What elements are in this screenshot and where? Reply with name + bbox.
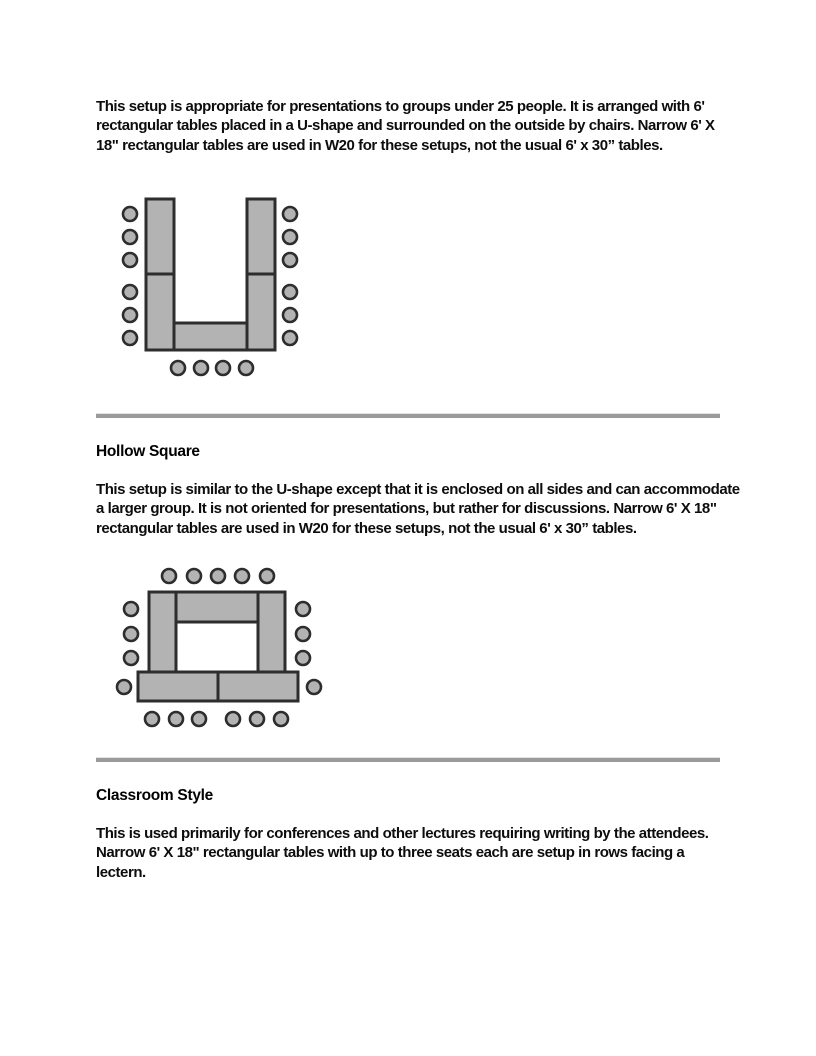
chair bbox=[283, 285, 297, 299]
chair bbox=[162, 569, 176, 583]
section-divider bbox=[96, 413, 720, 418]
chair bbox=[123, 230, 137, 244]
paragraph-line: rectangular tables placed in a U-shape and surrounded on the outside by chairs. Narrow 6' X bbox=[96, 117, 715, 135]
chair bbox=[226, 712, 240, 726]
chair bbox=[296, 602, 310, 616]
paragraph-line: a larger group. It is not oriented for presentations, but rather for discussions. Narrow 6' X 18" bbox=[96, 500, 717, 518]
chair bbox=[296, 627, 310, 641]
chair bbox=[296, 651, 310, 665]
chair bbox=[250, 712, 264, 726]
hollow-square-diagram bbox=[108, 558, 330, 736]
chair bbox=[216, 361, 230, 375]
table bbox=[174, 323, 247, 350]
u-shape-diagram bbox=[100, 185, 310, 385]
paragraph-line: Narrow 6' X 18" rectangular tables with up to three seats each are setup in rows facing a bbox=[96, 844, 685, 862]
u-shape-paragraph bbox=[96, 97, 715, 155]
chair bbox=[145, 712, 159, 726]
chair bbox=[117, 680, 131, 694]
chair bbox=[192, 712, 206, 726]
chair bbox=[123, 285, 137, 299]
table bbox=[247, 274, 275, 350]
chair bbox=[124, 602, 138, 616]
chair bbox=[194, 361, 208, 375]
chair bbox=[123, 207, 137, 221]
table bbox=[146, 199, 174, 274]
hollow-square-diagram bbox=[108, 558, 330, 736]
table bbox=[247, 199, 275, 274]
chair bbox=[169, 712, 183, 726]
paragraph-line: lectern. bbox=[96, 863, 146, 881]
classroom-style-paragraph bbox=[96, 824, 708, 882]
chair bbox=[283, 230, 297, 244]
paragraph-line: This setup is similar to the U-shape except that it is enclosed on all sides and can accommodate bbox=[96, 481, 740, 498]
chair bbox=[171, 361, 185, 375]
paragraph-line: 18" rectangular tables are used in W20 for these setups, not the usual 6' x 30” tables. bbox=[96, 136, 663, 154]
table bbox=[149, 592, 176, 672]
table bbox=[146, 274, 174, 350]
table bbox=[218, 672, 298, 701]
chair bbox=[123, 253, 137, 267]
chair bbox=[123, 308, 137, 322]
paragraph-line: This is used primarily for conferences and other lectures requiring writing by the attendees. bbox=[96, 825, 709, 842]
hollow-square-heading: Hollow Square bbox=[96, 443, 200, 460]
chair bbox=[239, 361, 253, 375]
chair bbox=[260, 569, 274, 583]
classroom-style-heading: Classroom Style bbox=[96, 787, 213, 804]
table bbox=[176, 592, 258, 622]
chair bbox=[235, 569, 249, 583]
chair bbox=[124, 651, 138, 665]
chair bbox=[211, 569, 225, 583]
chair bbox=[283, 308, 297, 322]
chair bbox=[283, 207, 297, 221]
chair bbox=[283, 331, 297, 345]
paragraph-line: This setup is appropriate for presentations to groups under 25 people. It is arranged with 6' bbox=[96, 98, 705, 115]
chair bbox=[283, 253, 297, 267]
chair bbox=[187, 569, 201, 583]
u-shape-diagram bbox=[100, 185, 310, 385]
chair bbox=[124, 627, 138, 641]
table bbox=[258, 592, 285, 672]
chair bbox=[307, 680, 321, 694]
chair bbox=[274, 712, 288, 726]
chair bbox=[123, 331, 137, 345]
paragraph-line: rectangular tables are used in W20 for these setups, not the usual 6' x 30” tables. bbox=[96, 519, 637, 537]
hollow-square-paragraph bbox=[96, 480, 740, 538]
section-divider bbox=[96, 757, 720, 762]
table bbox=[138, 672, 218, 701]
